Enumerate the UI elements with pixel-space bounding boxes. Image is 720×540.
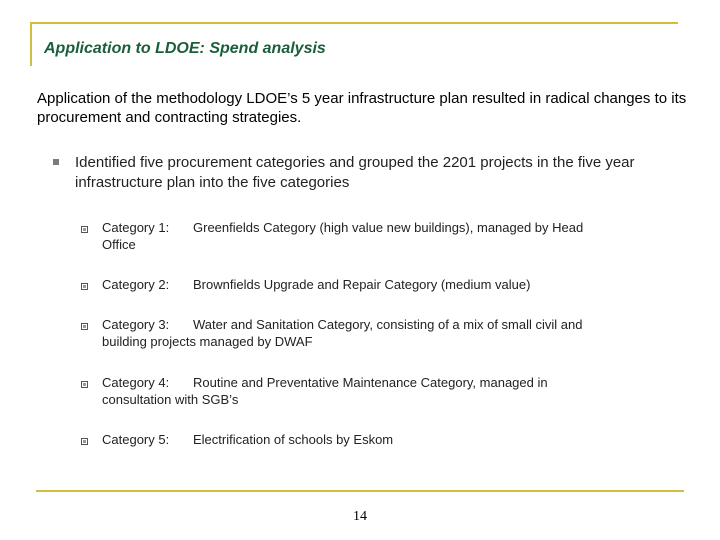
intro-paragraph: Application of the methodology LDOE’s 5 year infrastructure plan resulted in radical changes to its procurement and contracting strategies. xyxy=(37,90,687,126)
square-bullet-icon xyxy=(53,159,59,165)
slide-title: Application to LDOE: Spend analysis xyxy=(44,40,326,57)
footer-rule xyxy=(36,490,684,492)
category-description-continued: Office xyxy=(102,237,136,252)
title-rule-top xyxy=(30,22,678,24)
category-description-continued: building projects managed by DWAF xyxy=(102,334,313,349)
checkbox-bullet-icon xyxy=(81,323,88,330)
category-label: Category 1: xyxy=(102,220,170,235)
checkbox-bullet-icon xyxy=(81,381,88,388)
checkbox-bullet-icon xyxy=(81,226,88,233)
category-description: Routine and Preventative Maintenance Category, managed in xyxy=(193,375,548,390)
title-rule-left xyxy=(30,22,32,66)
category-label: Category 2: xyxy=(102,277,170,292)
category-description: Water and Sanitation Category, consisting of a mix of small civil and xyxy=(193,317,583,332)
checkbox-bullet-icon xyxy=(81,283,88,290)
checkbox-bullet-icon xyxy=(81,438,88,445)
category-description: Brownfields Upgrade and Repair Category (medium value) xyxy=(193,277,531,292)
page-number: 14 xyxy=(353,509,367,524)
category-label: Category 4: xyxy=(102,375,170,390)
category-description-continued: consultation with SGB’s xyxy=(102,392,239,407)
category-label: Category 5: xyxy=(102,432,170,447)
category-label: Category 3: xyxy=(102,317,170,332)
main-bullet-text: Identified five procurement categories and grouped the 2201 projects in the five year infrastructure plan into the five categories xyxy=(75,154,635,191)
category-description: Electrification of schools by Eskom xyxy=(193,432,394,447)
category-description: Greenfields Category (high value new buildings), managed by Head xyxy=(193,220,584,235)
